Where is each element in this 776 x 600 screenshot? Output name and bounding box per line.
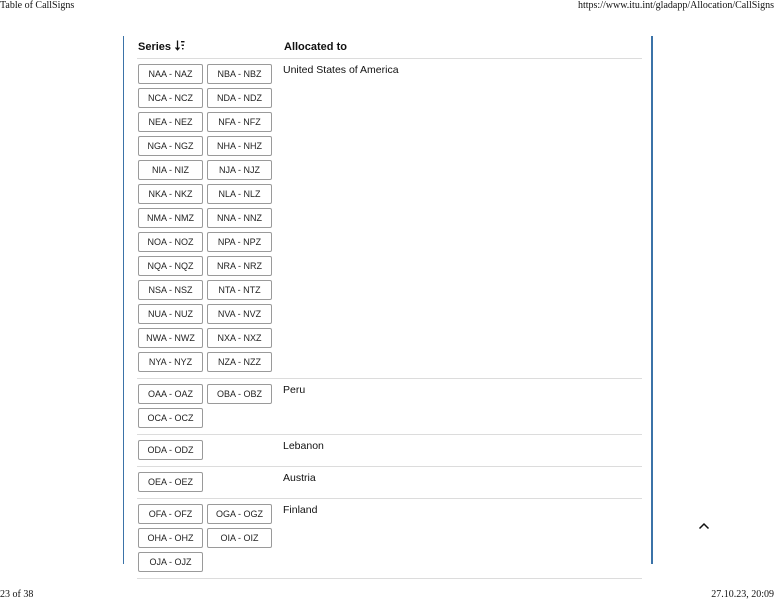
series-cell xyxy=(137,64,283,372)
series-button[interactable]: NOA - NOZ xyxy=(138,232,203,252)
country-name: Austria xyxy=(283,472,316,484)
series-cell xyxy=(137,472,283,492)
series-button[interactable]: NTA - NTZ xyxy=(207,280,272,300)
country-name: United States of America xyxy=(283,64,399,76)
series-header-label: Series xyxy=(138,41,172,53)
table-row xyxy=(137,379,642,435)
chevron-up-icon[interactable] xyxy=(697,519,711,533)
series-column-header[interactable] xyxy=(137,40,284,54)
series-button[interactable]: NDA - NDZ xyxy=(207,88,272,108)
series-button[interactable]: NQA - NQZ xyxy=(138,256,203,276)
country-name: Peru xyxy=(283,384,306,396)
series-button[interactable]: OIA - OIZ xyxy=(207,528,272,548)
series-button[interactable]: OJA - OJZ xyxy=(138,552,203,572)
table-row xyxy=(137,59,642,379)
print-footer-datetime: 27.10.23, 20:09 xyxy=(711,589,774,600)
series-button[interactable]: NUA - NUZ xyxy=(138,304,203,324)
table-row xyxy=(137,435,642,467)
country-name: Finland xyxy=(283,504,318,516)
series-button[interactable]: NXA - NXZ xyxy=(207,328,272,348)
series-button[interactable]: NYA - NYZ xyxy=(138,352,203,372)
series-button[interactable]: NAA - NAZ xyxy=(138,64,203,84)
series-button[interactable]: NKA - NKZ xyxy=(138,184,203,204)
table-row xyxy=(137,499,642,579)
series-button[interactable]: NZA - NZZ xyxy=(207,352,272,372)
series-button[interactable]: NLA - NLZ xyxy=(207,184,272,204)
allocated-column-header: Allocated to xyxy=(284,41,347,53)
country-name: Lebanon xyxy=(283,440,324,452)
series-cell xyxy=(137,504,283,572)
series-button[interactable]: NRA - NRZ xyxy=(207,256,272,276)
series-button[interactable]: NMA - NMZ xyxy=(138,208,203,228)
series-button[interactable]: NIA - NIZ xyxy=(138,160,203,180)
series-button[interactable]: NWA - NWZ xyxy=(138,328,203,348)
series-button[interactable]: OAA - OAZ xyxy=(138,384,203,404)
series-button[interactable]: NNA - NNZ xyxy=(207,208,272,228)
series-button[interactable]: OCA - OCZ xyxy=(138,408,203,428)
series-button[interactable]: NVA - NVZ xyxy=(207,304,272,324)
series-button[interactable]: NGA - NGZ xyxy=(138,136,203,156)
print-header-title: Table of CallSigns xyxy=(0,0,75,11)
series-button[interactable]: NCA - NCZ xyxy=(138,88,203,108)
series-button[interactable]: OEA - OEZ xyxy=(138,472,203,492)
series-cell xyxy=(137,384,283,428)
series-button[interactable]: OBA - OBZ xyxy=(207,384,272,404)
table-row xyxy=(137,467,642,499)
sort-descending-icon[interactable] xyxy=(175,40,185,54)
series-button[interactable]: NFA - NFZ xyxy=(207,112,272,132)
series-button[interactable]: ODA - ODZ xyxy=(138,440,203,460)
series-button[interactable]: NPA - NPZ xyxy=(207,232,272,252)
series-button[interactable]: OGA - OGZ xyxy=(207,504,272,524)
print-footer-page: 23 of 38 xyxy=(0,589,34,600)
series-button[interactable]: OFA - OFZ xyxy=(138,504,203,524)
table-header xyxy=(137,36,642,59)
series-button[interactable]: NHA - NHZ xyxy=(207,136,272,156)
print-header-url: https://www.itu.int/gladapp/Allocation/CallSigns xyxy=(577,0,774,11)
series-button[interactable]: NJA - NJZ xyxy=(207,160,272,180)
series-cell xyxy=(137,440,283,460)
table-body xyxy=(137,59,642,579)
series-button[interactable]: NBA - NBZ xyxy=(207,64,272,84)
series-button[interactable]: OHA - OHZ xyxy=(138,528,203,548)
callsign-table xyxy=(137,36,642,579)
series-button[interactable]: NEA - NEZ xyxy=(138,112,203,132)
series-button[interactable]: NSA - NSZ xyxy=(138,280,203,300)
